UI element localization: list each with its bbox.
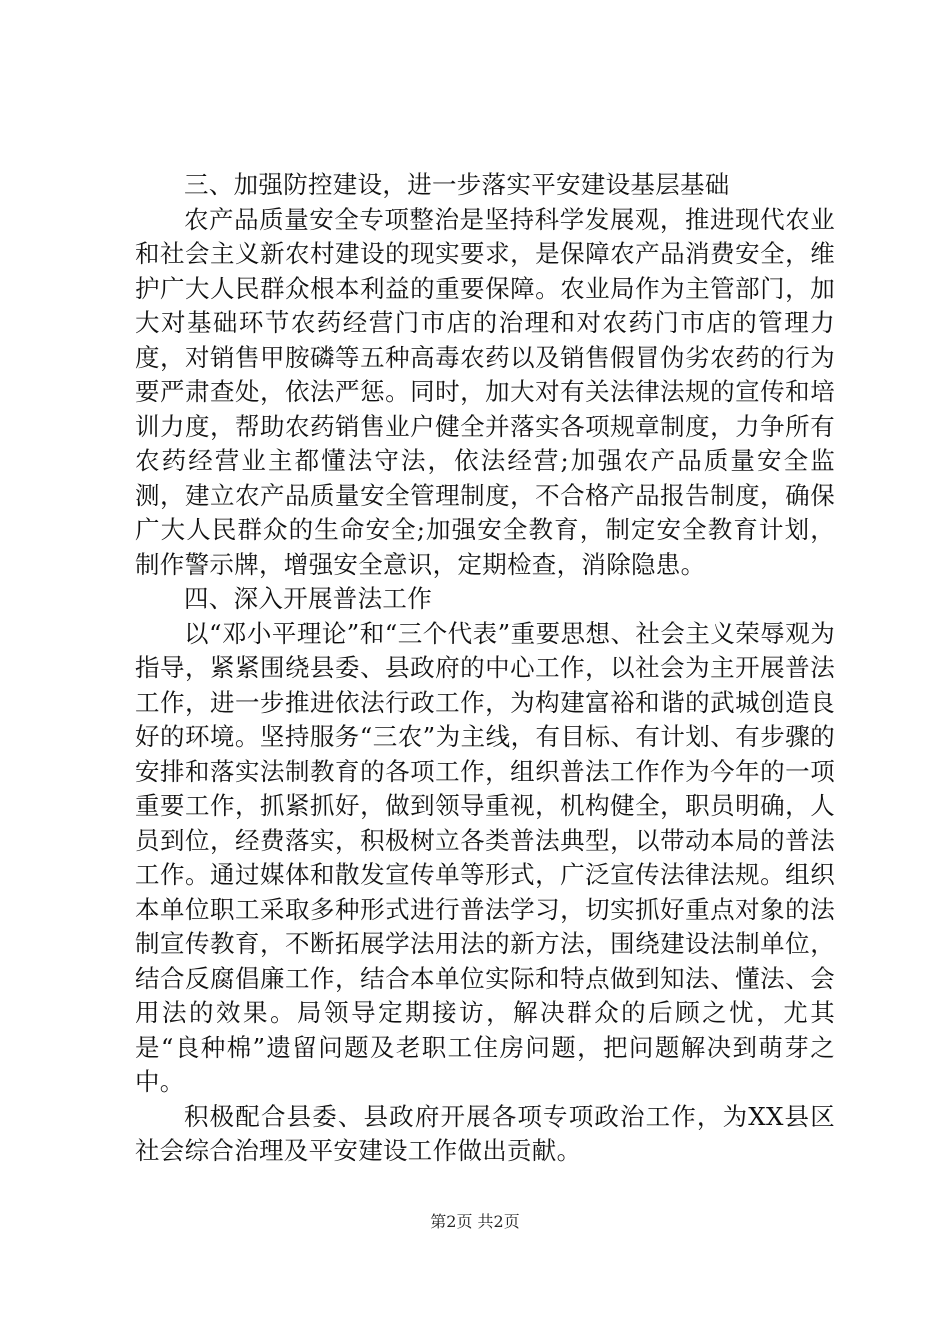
section-3-paragraph-1: 农产品质量安全专项整治是坚持科学发展观，推进现代农业和社会主义新农村建设的现实要求，是保障农产品消费安全，维护广大人民群众根本利益的重要保障。农业局作为主管部门，加大对基础环节农药经营门市店的治理和对农药门市店的管理力度，对销售甲胺磷等五种高毒农药以及销售假冒伪劣农药的行为要严肃查处，依法严惩。同时，加大对有关法律法规的宣传和培训力度，帮助农药销售业户健全并落实各项规章制度，力争所有农药经营业主都懂法守法，依法经营;加强农产品质量安全监测，建立农产品质量安全管理制度，不合格产品报告制度，确保广大人民群众的生命安全;加强安全教育，制定安全教育计划，制作警示牌，增强安全意识，定期检查，消除隐患。 [135, 204, 835, 579]
document-body [135, 168, 835, 1169]
section-heading-4: 四、深入开展普法工作 [184, 584, 432, 613]
page-number-footer: 第2页 共2页 [430, 1212, 520, 1231]
section-4-paragraph-2: 积极配合县委、县政府开展各项专项政治工作，为XX县区社会综合治理及平安建设工作做出贡献。 [135, 1101, 835, 1165]
section-heading-3: 三、加强防控建设，进一步落实平安建设基层基础 [184, 170, 730, 199]
section-4-paragraph-1: 以“邓小平理论”和“三个代表”重要思想、社会主义荣辱观为指导，紧紧围绕县委、县政府的中心工作，以社会为主开展普法工作，进一步推进依法行政工作，为构建富裕和谐的武城创造良好的环境。坚持服务“三农”为主线，有目标、有计划、有步骤的安排和落实法制教育的各项工作，组织普法工作作为今年的一项重要工作，抓紧抓好，做到领导重视，机构健全，职员明确，人员到位，经费落实，积极树立各类普法典型，以带动本局的普法工作。通过媒体和散发宣传单等形式，广泛宣传法律法规。组织本单位职工采取多种形式进行普法学习，切实抓好重点对象的法制宣传教育，不断拓展学法用法的新方法，围绕建设法制单位，结合反腐倡廉工作，结合本单位实际和特点做到知法、懂法、会用法的效果。局领导定期接访，解决群众的后顾之忧，尤其是“良种棉”遗留问题及老职工住房问题，把问题解决到萌芽之中。 [135, 618, 835, 1096]
